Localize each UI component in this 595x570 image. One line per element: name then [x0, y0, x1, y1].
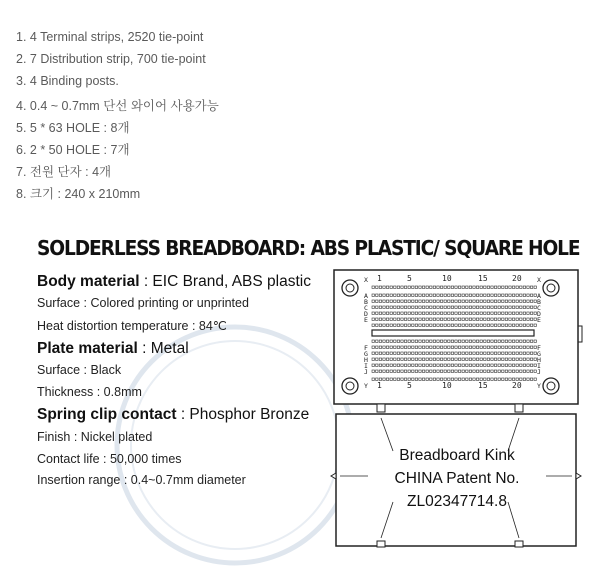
center-channel: [372, 330, 534, 336]
column-label: 15: [478, 274, 488, 283]
breadboard-diagram: [330, 268, 590, 553]
column-label: 1: [377, 381, 382, 390]
svg-text:C: C: [364, 304, 368, 312]
svg-text:H: H: [537, 356, 541, 364]
svg-text:G: G: [537, 350, 541, 358]
svg-text:A: A: [364, 292, 368, 300]
svg-text:Y: Y: [364, 382, 368, 390]
body-surface: Surface : Colored printing or unprinted: [37, 296, 249, 310]
svg-text:F: F: [364, 344, 368, 352]
list-item: 2. 7 Distribution strip, 700 tie-point: [16, 52, 206, 66]
body-material-value: : EIC Brand, ABS plastic: [139, 273, 311, 290]
board-front-outline: [334, 270, 578, 404]
spring-insertion: Insertion range : 0.4~0.7mm diameter: [37, 473, 246, 487]
list-item: 8. 크기 : 240 x 210mm: [16, 187, 141, 201]
spring-clip-value: : Phosphor Bronze: [176, 406, 310, 423]
list-item: 3. 4 Binding posts.: [16, 74, 119, 88]
svg-text:E: E: [537, 316, 541, 324]
svg-text:D: D: [537, 310, 541, 318]
column-label: 20: [512, 381, 522, 390]
plate-surface: Surface : Black: [37, 363, 122, 377]
svg-text:B: B: [537, 298, 541, 306]
back-text-line3: ZL02347714.8: [407, 493, 507, 510]
svg-text:C: C: [537, 304, 541, 312]
column-label: 10: [442, 274, 452, 283]
spring-finish: Finish : Nickel plated: [37, 430, 153, 444]
list-item: 5. 5 * 63 HOLE : 8개: [16, 121, 130, 135]
page-title: SOLDERLESS BREADBOARD: ABS PLASTIC/ SQUARE HOLE: [37, 236, 580, 260]
svg-text:F: F: [537, 344, 541, 352]
spring-clip-heading: [37, 406, 309, 424]
svg-text:G: G: [364, 350, 368, 358]
body-material-label: Body material: [37, 273, 140, 290]
svg-text:X: X: [537, 276, 541, 284]
plate-thickness: Thickness : 0.8mm: [37, 385, 142, 399]
column-label: 5: [407, 381, 412, 390]
list-item: 7. 전원 단자 : 4개: [16, 165, 112, 179]
board-feet: [377, 404, 523, 412]
spring-life: Contact life : 50,000 times: [37, 452, 182, 466]
body-heat: Heat distortion temperature : 84℃: [37, 319, 227, 333]
body-material-heading: [37, 273, 311, 291]
back-text-line2: CHINA Patent No.: [394, 470, 520, 487]
column-label: 1: [377, 274, 382, 283]
plate-material-label: Plate material: [37, 340, 138, 357]
svg-text:J: J: [537, 368, 541, 376]
plate-material-heading: [37, 340, 189, 358]
svg-text:J: J: [364, 368, 368, 376]
svg-text:X: X: [364, 276, 368, 284]
svg-text:I: I: [537, 362, 541, 370]
svg-text:B: B: [364, 298, 368, 306]
list-item: 6. 2 * 50 HOLE : 7개: [16, 143, 130, 157]
svg-text:I: I: [364, 362, 368, 370]
svg-text:D: D: [364, 310, 368, 318]
column-label: 10: [442, 381, 452, 390]
back-text-line1: Breadboard Kink: [399, 447, 515, 464]
svg-text:H: H: [364, 356, 368, 364]
svg-text:A: A: [537, 292, 541, 300]
spring-clip-label: Spring clip contact: [37, 406, 177, 423]
list-item: 1. 4 Terminal strips, 2520 tie-point: [16, 30, 204, 44]
svg-text:E: E: [364, 316, 368, 324]
column-label: 15: [478, 381, 488, 390]
column-label: 5: [407, 274, 412, 283]
plate-material-value: : Metal: [137, 340, 189, 357]
column-label: 20: [512, 274, 522, 283]
svg-text:Y: Y: [537, 382, 541, 390]
list-item: 4. 0.4 ~ 0.7mm 단선 와이어 사용가능: [16, 99, 219, 113]
